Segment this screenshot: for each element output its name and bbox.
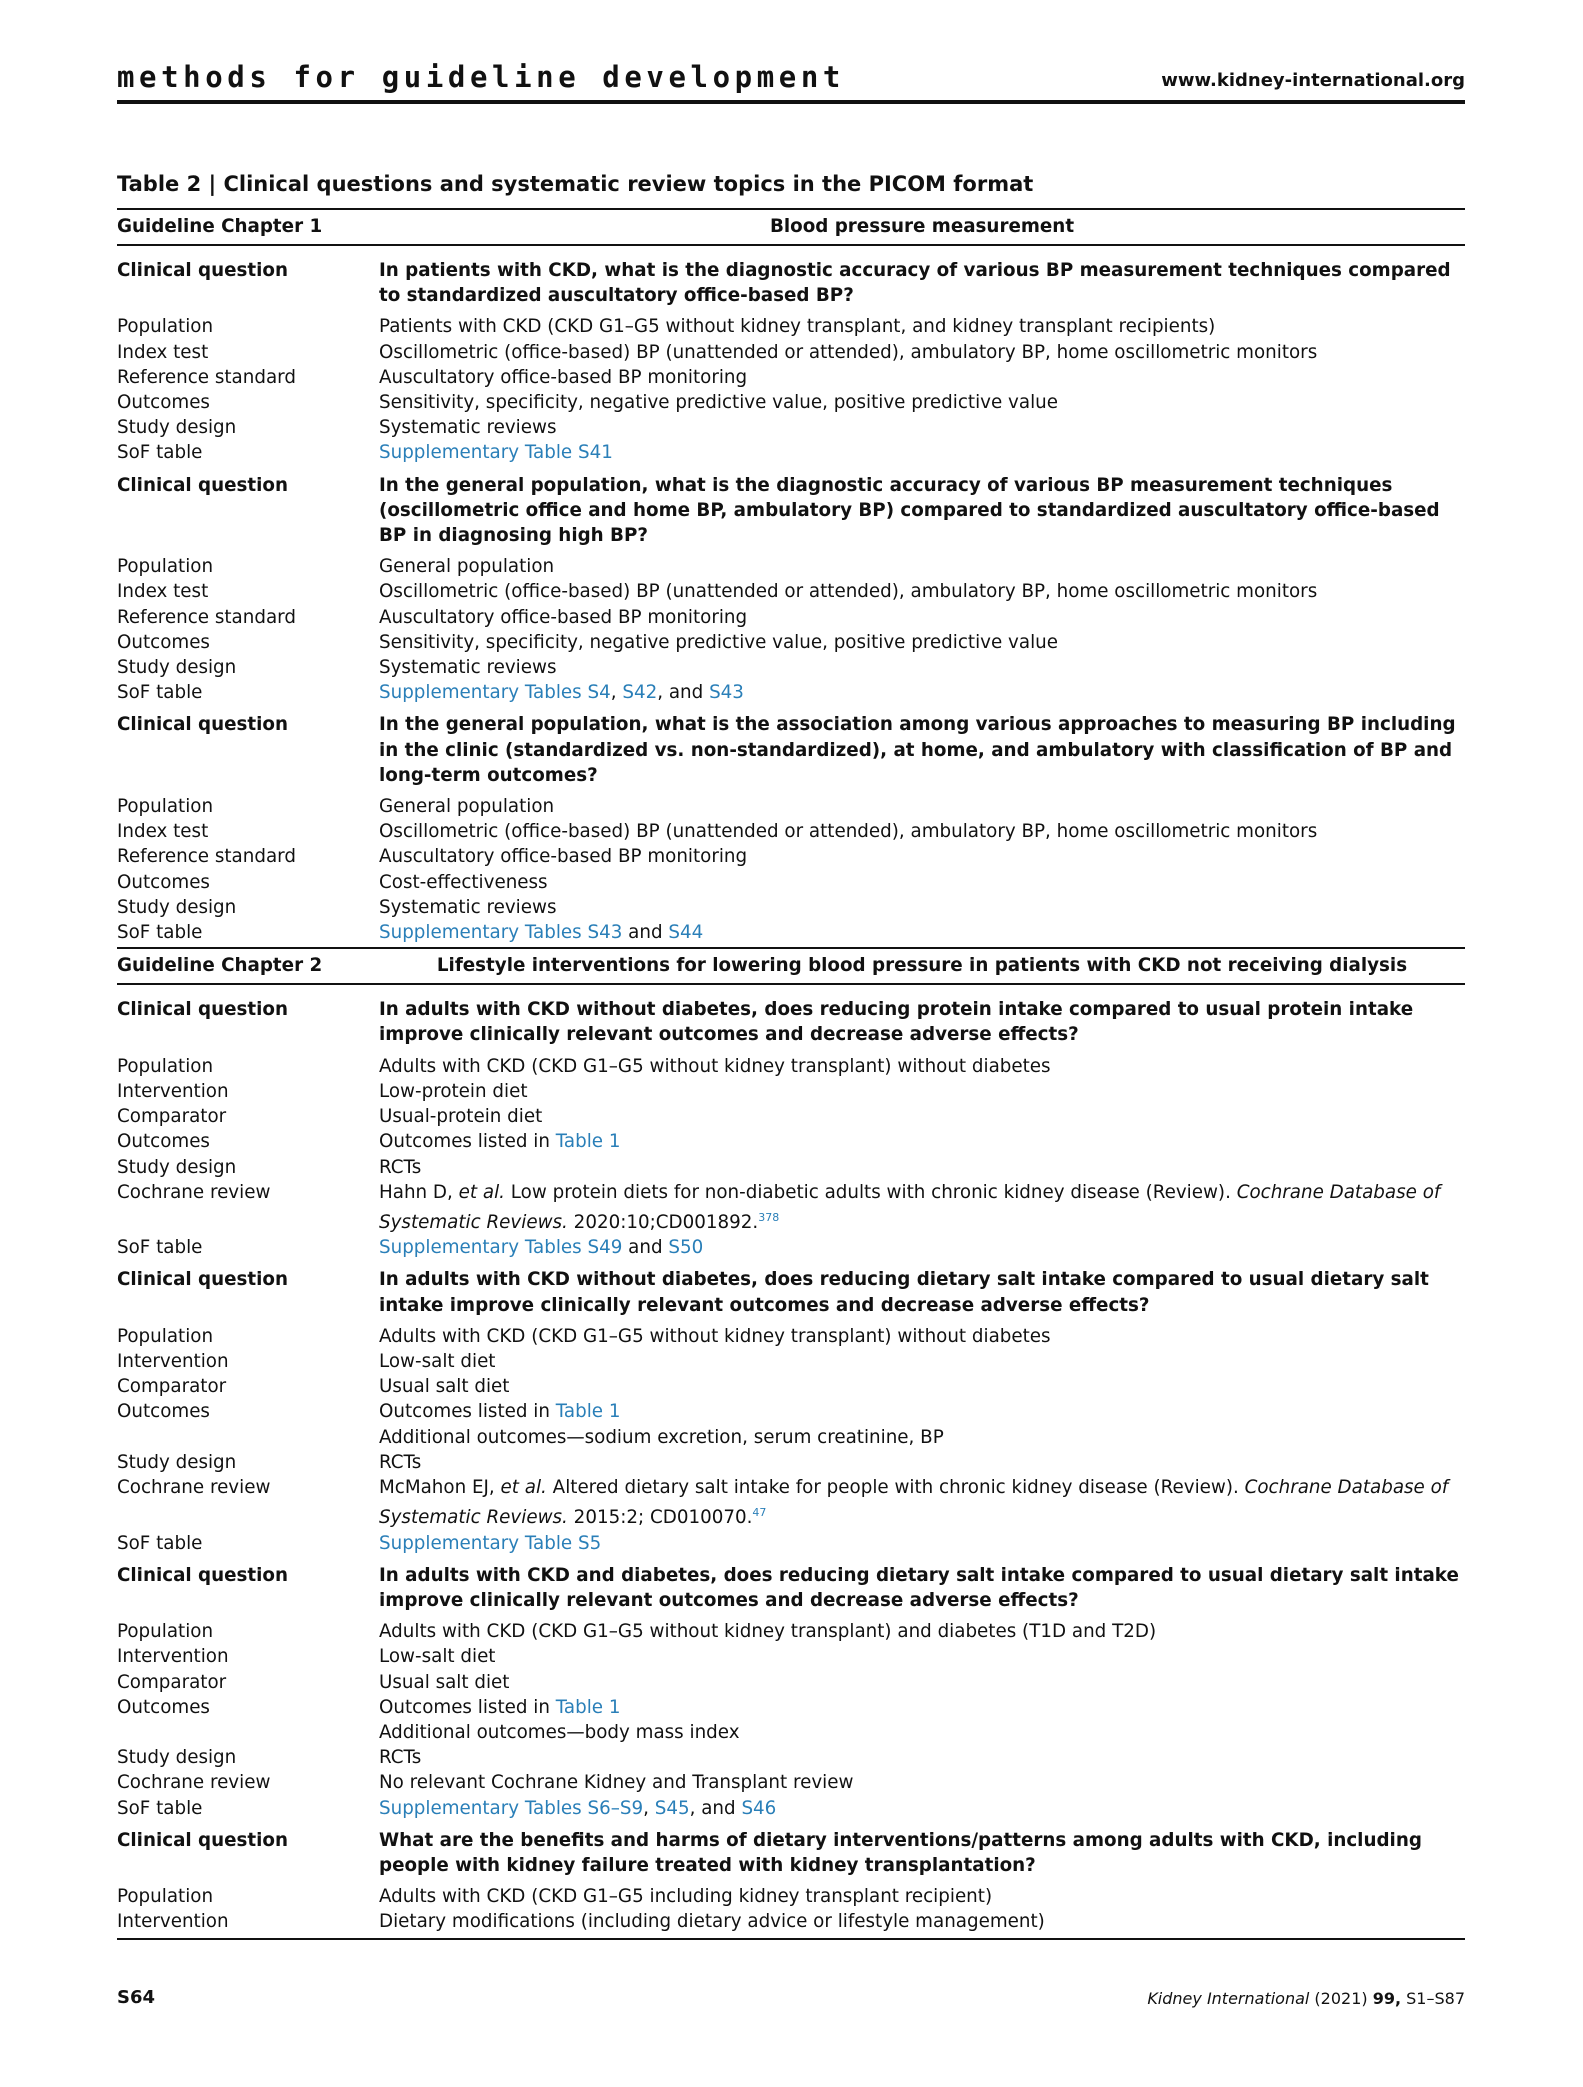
intervention-row: Intervention Low-salt diet: [117, 1351, 496, 1373]
population-row: Population Patients with CKD (CKD G1–G5 without kidney transplant, and kidney transplant recipients): [117, 316, 1216, 338]
study-design-row: Study design RCTs: [117, 1747, 422, 1769]
sof-link[interactable]: Supplementary Tables S4: [379, 682, 611, 704]
cochrane-review-row: Cochrane review McMahon EJ, et al. Altered dietary salt intake for people with chronic kidney disease (Review). Cochrane Database of Systematic Reviews. 2015:2; CD010070.47: [117, 1477, 1449, 1529]
intervention-row: Intervention Low-protein diet: [117, 1080, 528, 1102]
reference-link[interactable]: 378: [758, 1210, 780, 1224]
study-design-row: Study design Systematic reviews: [117, 417, 557, 439]
population-row: Population General population: [117, 796, 555, 818]
population-row: Population Adults with CKD (CKD G1–G5 without kidney transplant) and diabetes (T1D and T2D): [117, 1621, 1157, 1643]
clinical-question-row: Clinical question In adults with CKD and diabetes, does reducing dietary salt intake compared to usual dietary salt intake improve clinically relevant outcomes and decrease adverse effects?: [117, 1564, 1459, 1611]
comparator-row: Comparator Usual salt diet: [117, 1671, 510, 1693]
outcomes-row: Outcomes Outcomes listed in Table 1 Additional outcomes—body mass index: [117, 1696, 740, 1743]
chapter-title: Lifestyle interventions for lowering blood pressure in patients with CKD not receiving dialysis: [436, 955, 1408, 977]
outcomes-row: Outcomes Outcomes listed in Table 1: [117, 1131, 621, 1153]
outcomes-row: Outcomes Sensitivity, specificity, negative predictive value, positive predictive value: [117, 392, 1058, 414]
journal-citation: Kidney International (2021) 99, S1–S87: [1147, 1989, 1465, 2008]
outcomes-row: Outcomes Sensitivity, specificity, negative predictive value, positive predictive value: [117, 631, 1058, 653]
reference-standard-row: Reference standard Auscultatory office-based BP monitoring: [117, 366, 748, 388]
outcomes-row: Outcomes Cost-effectiveness: [117, 871, 548, 893]
chapter-title: Blood pressure measurement: [769, 216, 1075, 237]
sof-table-row: SoF table Supplementary Table S41: [117, 442, 613, 464]
study-design-row: Study design Systematic reviews: [117, 657, 557, 679]
sof-table-row: SoF table Supplementary Tables S43 and S44: [117, 922, 704, 944]
chapter-1-header: [117, 208, 1465, 246]
sof-link[interactable]: S44: [668, 922, 704, 944]
intervention-row: Intervention Low-salt diet: [117, 1646, 496, 1668]
index-test-row: Index test Oscillometric (office-based) BP (unattended or attended), ambulatory BP, home oscillometric monitors: [117, 581, 1318, 603]
table-1-link[interactable]: Table 1: [555, 1696, 621, 1718]
sof-link[interactable]: S46: [741, 1797, 777, 1819]
table-bottom-rule: [117, 1938, 1465, 1940]
sof-link[interactable]: S50: [668, 1237, 704, 1259]
sof-link[interactable]: S42: [622, 682, 658, 704]
sof-link[interactable]: S43: [709, 682, 744, 704]
index-test-row: Index test Oscillometric (office-based) BP (unattended or attended), ambulatory BP, home oscillometric monitors: [117, 821, 1318, 843]
study-design-row: Study design Systematic reviews: [117, 896, 557, 918]
outcomes-row: Outcomes Outcomes listed in Table 1 Additional outcomes—sodium excretion, serum creatinine, BP: [117, 1401, 944, 1448]
clinical-question-row: Clinical question In adults with CKD without diabetes, does reducing protein intake compared to usual protein intake improve clinically relevant outcomes and decrease adverse effects?: [117, 999, 1414, 1046]
clinical-question-row: Clinical question In patients with CKD, what is the diagnostic accuracy of various BP measurement techniques compared to standardized auscultatory office-based BP?: [117, 260, 1451, 307]
section-title: methods for guideline development: [117, 60, 845, 94]
sof-table-row: SoF table Supplementary Table S5: [117, 1532, 602, 1554]
table-caption: Table 2 | Clinical questions and systematic review topics in the PICOM format: [117, 172, 1034, 196]
chapter-label: Guideline Chapter 2: [117, 955, 323, 977]
running-head: [117, 60, 1465, 104]
sof-link[interactable]: S45: [654, 1797, 690, 1819]
population-row: Population Adults with CKD (CKD G1–G5 including kidney transplant recipient): [117, 1886, 993, 1908]
cochrane-review-row: Cochrane review Hahn D, et al. Low protein diets for non-diabetic adults with chronic kidney disease (Review). Cochrane Database of Systematic Reviews. 2020:10;CD001892.$^{378}$: [117, 1181, 1441, 1233]
sof-table-row: SoF table Supplementary Tables S6–S9, S45, and S46: [117, 1797, 777, 1819]
chapter-label: Guideline Chapter 1: [117, 216, 323, 237]
clinical-question-row: Clinical question In adults with CKD without diabetes, does reducing dietary salt intake compared to usual dietary salt intake improve clinically relevant outcomes and decrease adverse effects?: [117, 1269, 1429, 1316]
website-url[interactable]: www.kidney-international.org: [1161, 70, 1465, 91]
clinical-question-row: Clinical question In the general population, what is the diagnostic accuracy of various BP measurement techniques (oscillometric office and home BP, ambulatory BP) compared to standardized auscultatory office-based BP in diagnosing high BP?: [117, 474, 1440, 547]
population-row: Population Adults with CKD (CKD G1–G5 without kidney transplant) without diabetes: [117, 1325, 1051, 1347]
study-design-row: Study design RCTs: [117, 1156, 422, 1178]
sof-link[interactable]: Supplementary Tables S43: [379, 922, 623, 944]
sof-table-row: SoF table Supplementary Tables S4, S42, and S43: [117, 682, 744, 704]
table-1-link[interactable]: Table 1: [555, 1131, 621, 1153]
reference-standard-row: Reference standard Auscultatory office-based BP monitoring: [117, 846, 748, 868]
page-number: S64: [117, 1987, 156, 2008]
sof-link[interactable]: Supplementary Tables S49: [379, 1237, 623, 1259]
population-row: Population Adults with CKD (CKD G1–G5 without kidney transplant) without diabetes: [117, 1055, 1051, 1077]
sof-link[interactable]: Supplementary Table S5: [379, 1532, 602, 1554]
intervention-row: Intervention Dietary modifications (including dietary advice or lifestyle management): [117, 1911, 1045, 1933]
sof-link[interactable]: Supplementary Table S41: [379, 442, 613, 464]
study-design-row: Study design RCTs: [117, 1451, 422, 1473]
sof-link[interactable]: Supplementary Tables S6–S9: [379, 1797, 644, 1819]
table-1-link[interactable]: Table 1: [555, 1401, 621, 1423]
picom-table: [117, 208, 1465, 1940]
chapter-2-header: [117, 947, 1465, 985]
clinical-question-row: Clinical question What are the benefits and harms of dietary interventions/patterns among adults with CKD, including people with kidney failure treated with kidney transplantation?: [117, 1829, 1422, 1876]
population-row: Population General population: [117, 556, 555, 578]
reference-standard-row: Reference standard Auscultatory office-based BP monitoring: [117, 606, 748, 628]
index-test-row: Index test Oscillometric (office-based) BP (unattended or attended), ambulatory BP, home oscillometric monitors: [117, 341, 1318, 363]
clinical-question-row: Clinical question In the general population, what is the association among various approaches to measuring BP including in the clinic (standardized vs. non-standardized), at home, and ambulatory with classification of BP and long-term outcomes?: [117, 714, 1456, 786]
comparator-row: Comparator Usual salt diet: [117, 1376, 510, 1398]
reference-link[interactable]: 47: [752, 1506, 767, 1520]
cochrane-review-row: Cochrane review No relevant Cochrane Kidney and Transplant review: [117, 1772, 854, 1794]
comparator-row: Comparator Usual-protein diet: [117, 1106, 543, 1128]
sof-table-row: SoF table Supplementary Tables S49 and S50: [117, 1237, 704, 1259]
